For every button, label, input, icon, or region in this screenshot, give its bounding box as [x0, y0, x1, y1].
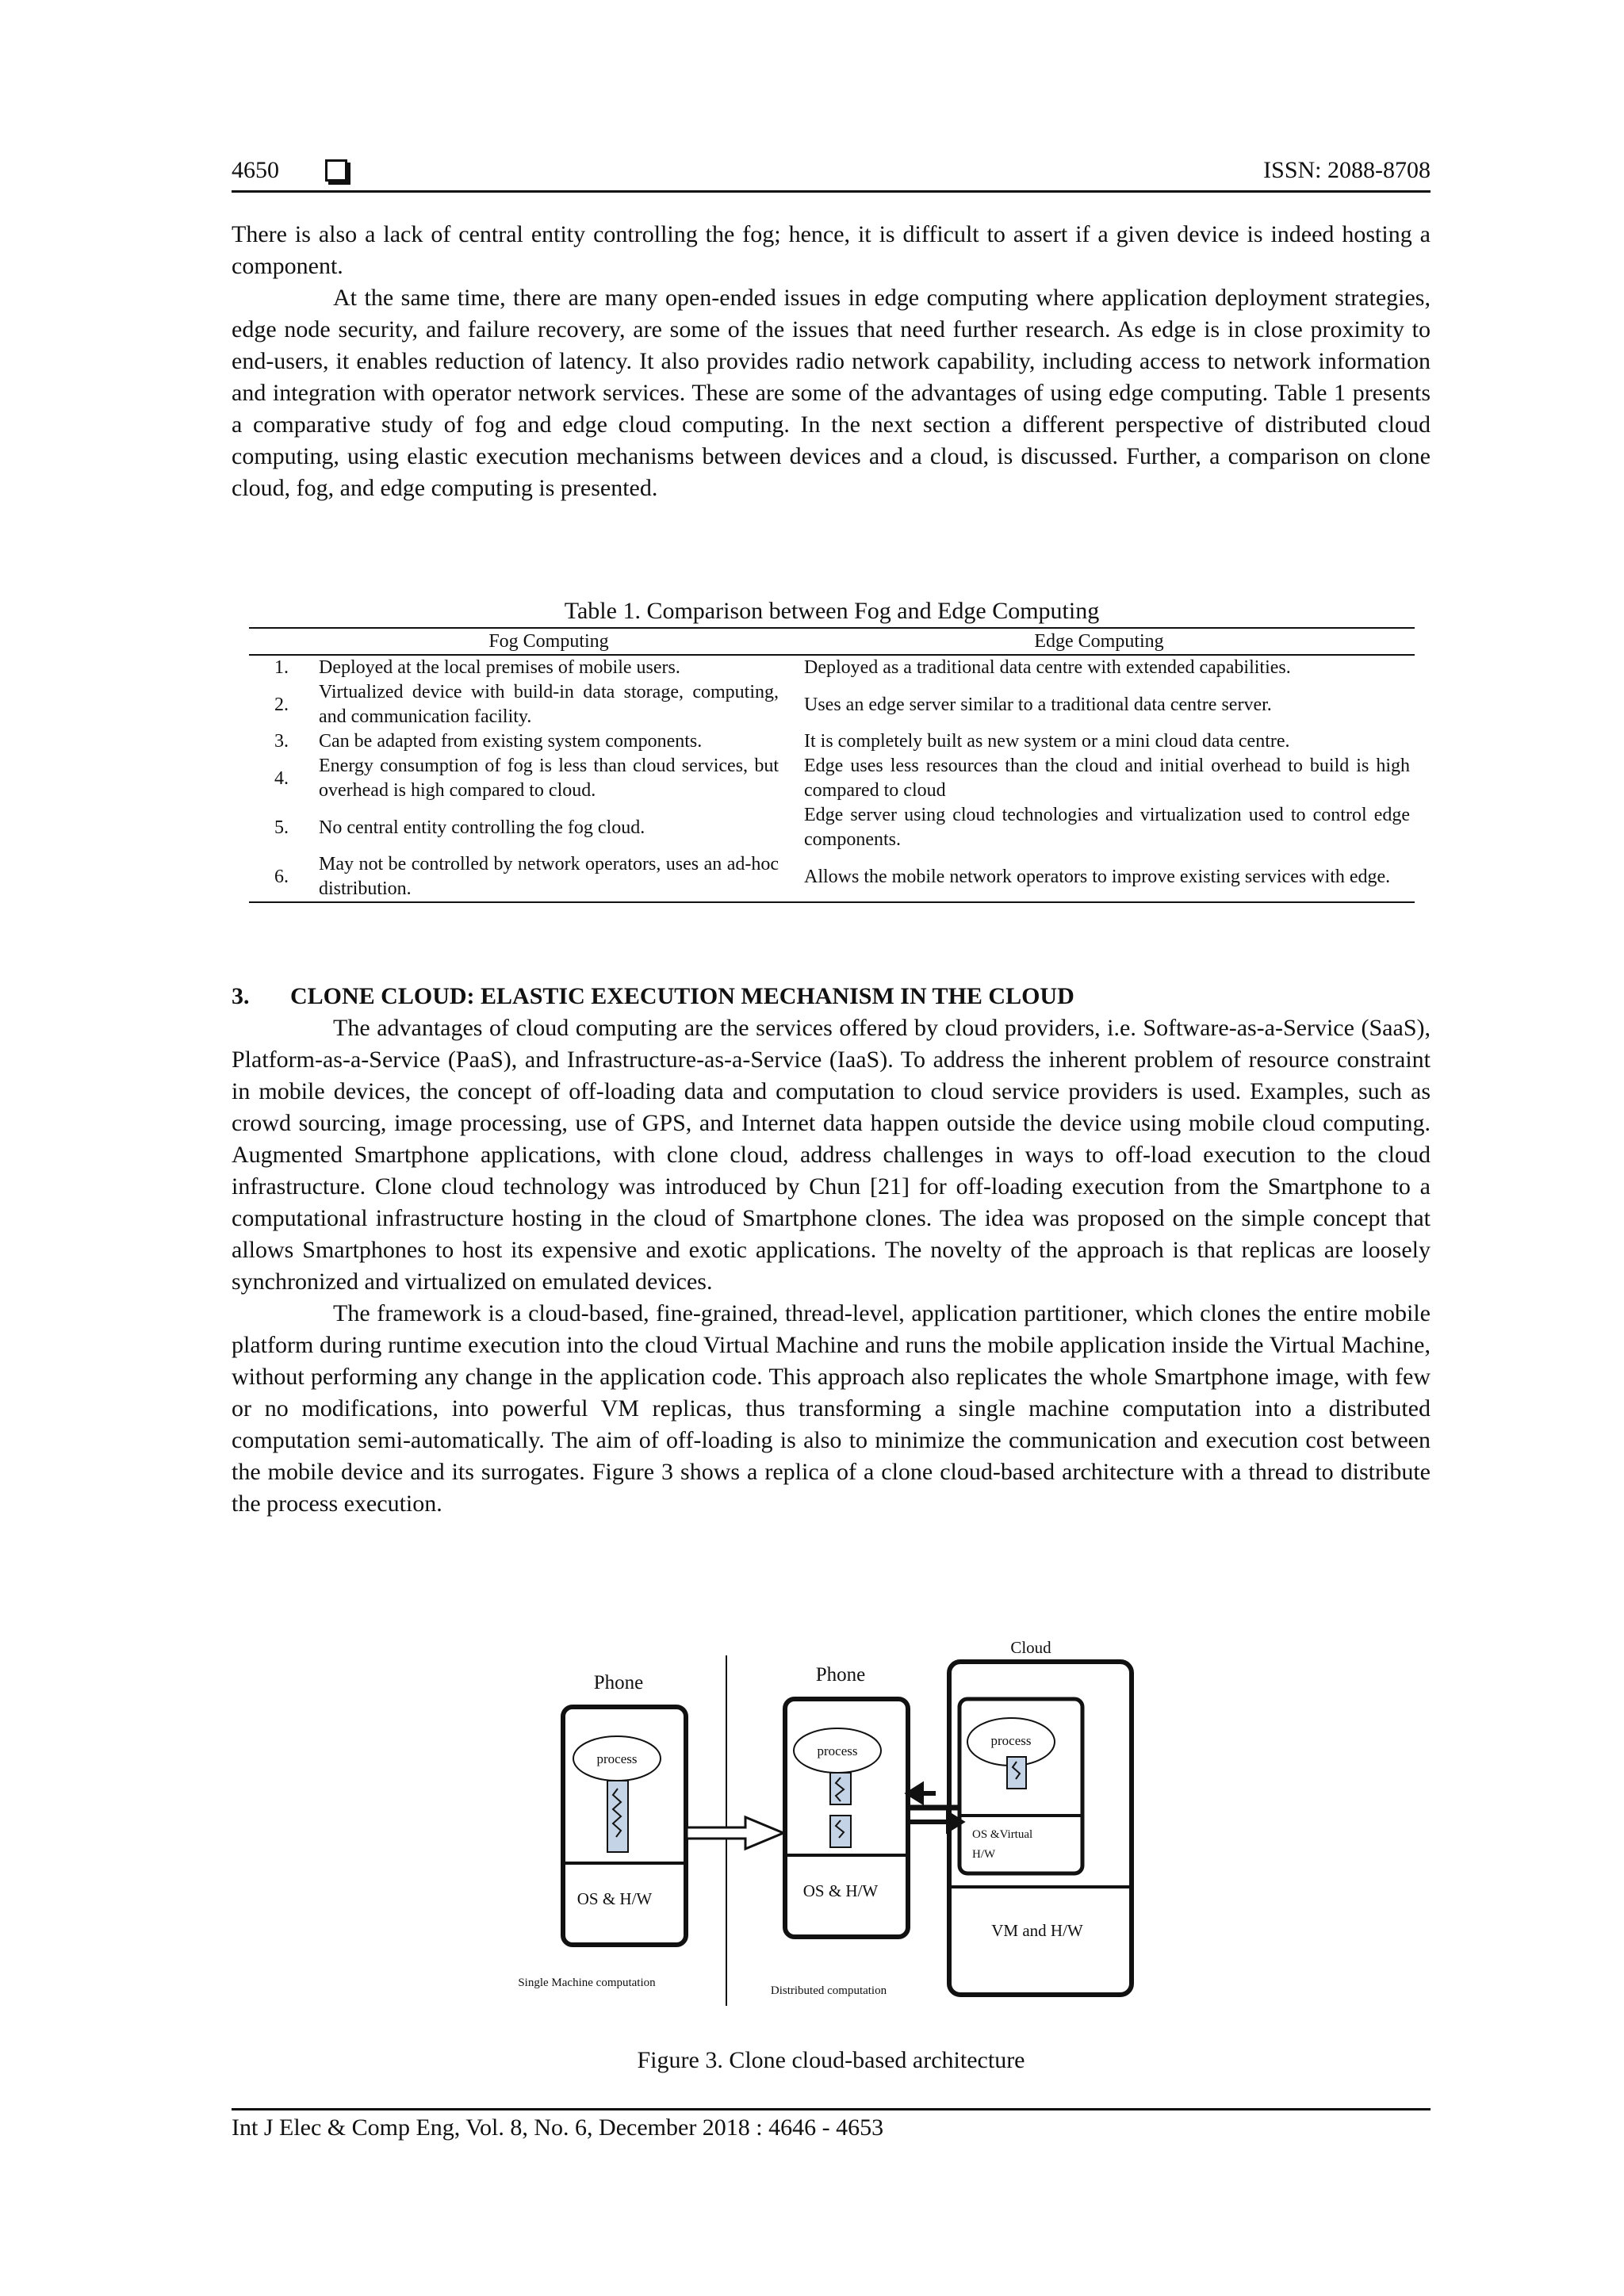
- issn: ISSN: 2088-8708: [1263, 157, 1431, 183]
- table-row: [249, 680, 1415, 729]
- cloud-thread-bar: [1007, 1757, 1026, 1789]
- section-heading: [232, 981, 1431, 1012]
- figure-caption: Figure 3. Clone cloud-based architecture: [637, 2047, 1025, 2073]
- os-virtual-label-line1: OS &Virtual: [972, 1828, 1033, 1841]
- migrate-arrow-right-icon: [909, 1814, 961, 1830]
- left-thread-bar: [607, 1781, 628, 1852]
- table-header-fog: Fog Computing: [488, 630, 609, 652]
- intro-paragraph-2: At the same time, there are many open-ended issues in edge computing where application deployment strategies, edge node security, and failure recovery, are some of the issues that need further research. As edge is in close proximity to end-users, it enables reduction of latency. It also provides radio network capability, including access to network information and integration with operator network services. These are some of the advantages of using edge computing. Table 1 presents a comparative study of fog and edge cloud computing. In the next section a different perspective of distributed cloud computing, using elastic execution mechanisms between devices and a cloud, is discussed. Further, a comparison on clone cloud, fog, and edge computing is presented.: [232, 285, 1431, 501]
- fog-cell: Deployed at the local premises of mobile users.: [319, 657, 680, 678]
- page-header: [232, 155, 1431, 189]
- row-number: 4.: [274, 767, 289, 789]
- distributed-label: Distributed computation: [770, 1984, 887, 1997]
- left-os-hw-label: OS & H/W: [576, 1889, 653, 1908]
- middle-thread-icon-2: [836, 1820, 844, 1838]
- table-row: [249, 655, 1415, 680]
- middle-thread-bar-bottom: [830, 1816, 851, 1847]
- vm-hw-label: VM and H/W: [991, 1921, 1083, 1940]
- table-row: [249, 852, 1415, 902]
- fog-cell: Can be adapted from existing system components.: [319, 731, 703, 752]
- table-header-num: [249, 628, 314, 655]
- left-process-bubble: [573, 1736, 661, 1781]
- row-number: 3.: [274, 731, 289, 752]
- left-process-label: process: [596, 1751, 638, 1766]
- fog-cell: Virtualized device with build-in data storage, computing, and communication facility.: [319, 682, 779, 727]
- cloud-vm-box: [959, 1699, 1082, 1873]
- fog-cell: Energy consumption of fog is less than cloud services, but overhead is high compared to cloud.: [319, 756, 779, 801]
- middle-process-label: process: [817, 1743, 858, 1758]
- fog-cell: No central entity controlling the fog cloud.: [319, 817, 645, 838]
- single-machine-label: Single Machine computation: [518, 1976, 656, 1989]
- middle-phone-box: [785, 1699, 908, 1937]
- header-box-icon: [325, 159, 347, 182]
- edge-cell: Edge server using cloud technologies and virtualization used to control edge components.: [804, 805, 1410, 850]
- middle-os-hw-label: OS & H/W: [802, 1881, 879, 1900]
- edge-cell: It is completely built as new system or a mini cloud data centre.: [804, 731, 1290, 752]
- migrate-arrow-left-icon: [909, 1785, 936, 1801]
- os-virtual-label-line2: H/W: [972, 1848, 996, 1861]
- footer-rule: [232, 2108, 1431, 2110]
- row-number: 1.: [274, 657, 289, 678]
- intro-text: [232, 219, 1431, 504]
- cloud-thread-icon: [1013, 1762, 1020, 1779]
- edge-cell: Deployed as a traditional data centre with extended capabilities.: [804, 657, 1291, 678]
- cloud-box: [949, 1662, 1132, 1995]
- page-number: 4650: [232, 157, 279, 183]
- cloud-process-label: process: [990, 1733, 1032, 1748]
- fog-cell: May not be controlled by network operators, uses an ad-hoc distribution.: [319, 854, 779, 899]
- intro-paragraph-1: There is also a lack of central entity controlling the fog; hence, it is difficult to assert if a given device is indeed hosting a component.: [232, 221, 1431, 279]
- section-paragraph-2: The framework is a cloud-based, fine-grained, thread-level, application partitioner, which clones the entire mobile platform during runtime execution into the cloud Virtual Machine and runs the mobile application inside the Virtual Machine, without performing any change in the application code. This approach also replicates the whole Smartphone image, with few or no modifications, into powerful VM replicas, thus transforming a single machine computation into a distributed computation semi-automatically. The aim of off-loading is also to minimize the communication and execution cost between the mobile device and its surrogates. Figure 3 shows a replica of a clone cloud-based architecture with a thread to distribute the process execution.: [232, 1300, 1431, 1517]
- middle-thread-icon: [836, 1777, 844, 1801]
- left-phone-title: Phone: [593, 1672, 644, 1693]
- left-phone-box: [563, 1707, 686, 1945]
- edge-cell: Edge uses less resources than the cloud and initial overhead to build is high compared to cloud: [804, 756, 1410, 801]
- section-title: CLONE CLOUD: ELASTIC EXECUTION MECHANISM IN THE CLOUD: [290, 983, 1074, 1009]
- table-header-row: [249, 628, 1415, 655]
- cloud-process-bubble: [967, 1718, 1055, 1766]
- row-number: 2.: [274, 694, 289, 715]
- header-rule: [232, 190, 1431, 193]
- edge-cell: Uses an edge server similar to a traditional data centre server.: [804, 694, 1272, 715]
- row-number: 5.: [274, 817, 289, 838]
- table-row: [249, 754, 1415, 803]
- left-thread-icon: [613, 1789, 621, 1837]
- section-paragraph-1: The advantages of cloud computing are the services offered by cloud providers, i.e. Software-as-a-Service (SaaS), Platform-as-a-Service (PaaS), and Infrastructure-as-a-Service (IaaS). To address the inherent problem of resource constraint in mobile devices, the concept of off-loading data and computation to cloud service providers is used. Examples, such as crowd sourcing, image processing, use of GPS, and Internet data happen outside the device using mobile cloud computing. Augmented Smartphone applications, with clone cloud, address challenges in ways to off-load execution to the cloud infrastructure. Clone cloud technology was introduced by Chun [21] for off-loading execution from the Smartphone to a computational infrastructure hosting in the cloud of Smartphone clones. The idea was proposed on the simple concept that allows Smartphones to host its expensive and exotic applications. The novelty of the approach is that replicas are loosely synchronized and virtualized on emulated devices.: [232, 1015, 1431, 1295]
- cloud-title: Cloud: [1010, 1638, 1051, 1657]
- comparison-table: [249, 627, 1415, 903]
- table-row: [249, 803, 1415, 852]
- section-text: [232, 1012, 1431, 1520]
- table-row: [249, 729, 1415, 754]
- row-number: 6.: [274, 866, 289, 887]
- middle-process-bubble: [794, 1728, 881, 1773]
- section-number: 3.: [232, 983, 250, 1009]
- table-caption: Table 1. Comparison between Fog and Edge Computing: [564, 598, 1100, 624]
- edge-cell: Allows the mobile network operators to improve existing services with edge.: [804, 866, 1391, 887]
- offload-arrow-icon: [687, 1817, 783, 1849]
- middle-phone-title: Phone: [815, 1664, 866, 1686]
- page-footer: Int J Elec & Comp Eng, Vol. 8, No. 6, December 2018 : 4646 - 4653: [232, 2114, 884, 2141]
- middle-thread-bar-top: [830, 1773, 851, 1804]
- table-header-edge: Edge Computing: [1034, 630, 1164, 652]
